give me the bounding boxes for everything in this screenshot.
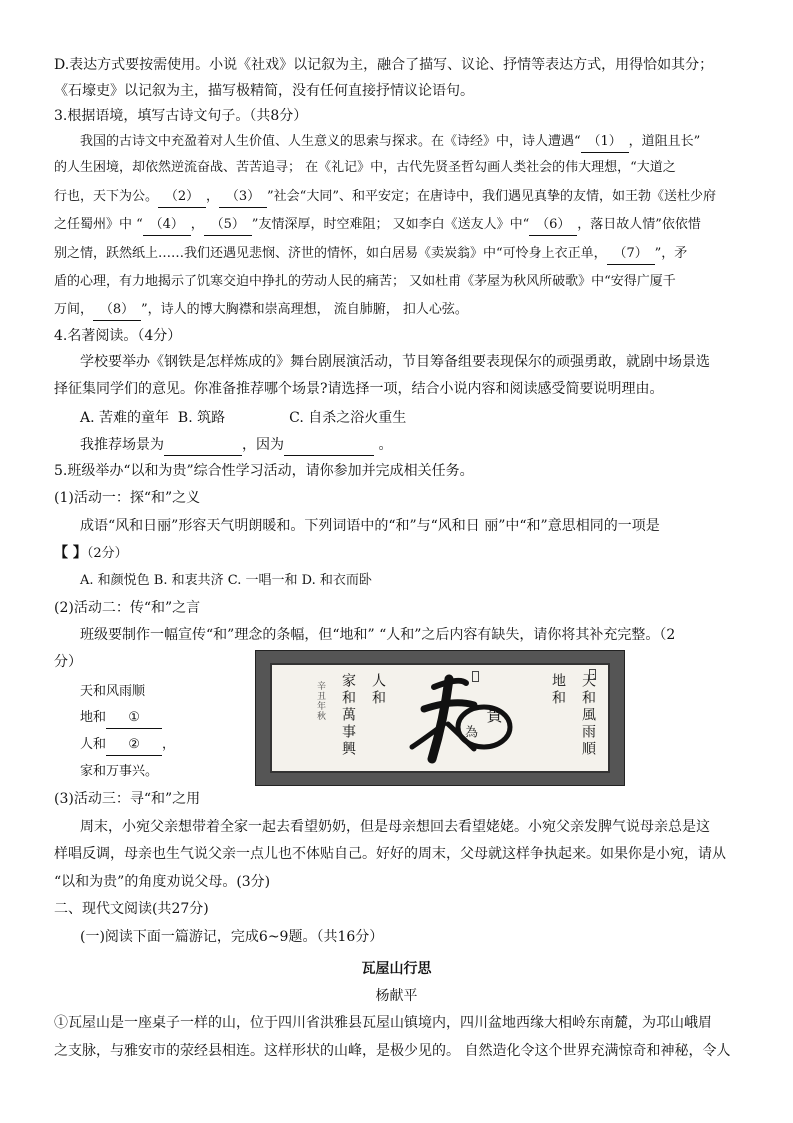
essay-paragraph-line: ①瓦屋山是一座桌子一样的山，位于四川省洪雅县瓦屋山镇境内，四川盆地西缘大相岭东南麓，为邛山峨眉: [54, 1015, 712, 1031]
text-line: 分）: [54, 654, 82, 670]
text-line: 成语“风和日丽”形容天气明朗暖和。下列词语中的“和”与“风和日 丽”中“和”意思相同的一项是: [80, 518, 660, 534]
essay-author: 杨献平: [375, 988, 418, 1004]
activity-1-title: (1)活动一：探“和”之义: [54, 490, 201, 506]
q4-options: A. 苦难的童年 B. 筑路 C. 自杀之浴火重生: [80, 410, 407, 426]
poem-blank-2[interactable]: ②: [106, 735, 162, 756]
essay-paragraph-line: 之支脉，与雅安市的荥经县相连。这样形状的山峰，是极少见的。 自然造化令这个世界充满惊奇和神秘，令人: [54, 1043, 731, 1059]
blank-6[interactable]: （6）: [529, 215, 577, 236]
blank-8[interactable]: （8）: [93, 300, 141, 321]
section-2-title: 二、现代文阅读(共27分): [54, 901, 209, 917]
text-line: 《石壕吏》以记叙为主，描写极精简，没有任何直接抒情议论语句。: [54, 83, 474, 99]
q3-paragraph-line: 别之情，跃然纸上……我们还遇见悲悯、济世的情怀，如白居易《卖炭翁》中“可怜身上衣正单， （7） ”，矛: [54, 244, 744, 265]
banner-center-char: 貴: [484, 707, 503, 726]
poem-blank-1[interactable]: ①: [106, 708, 162, 729]
text-line: 样唱反调，母亲也生气说父亲一点儿也不体贴自己。好好的周末，父母就这样争执起来。如果你是小宛，请从: [54, 846, 726, 862]
banner-paper: [270, 663, 610, 773]
question-4-title: 4.名著阅读。（4分）: [54, 328, 182, 344]
banner-center-char: 為: [462, 725, 477, 741]
banner-column-1: 天和風雨順: [580, 673, 596, 758]
activity-3-title: (3)活动三：寻“和”之用: [54, 791, 201, 807]
q3-paragraph-line: 之任蜀州》中 “ （4） ， （5） ”友情深厚，时空难阻； 又如李白《送友人》中“ （6） ，落日故人情”依依惜: [54, 215, 744, 236]
answer-blank[interactable]: [164, 435, 242, 456]
blank-7[interactable]: （7）: [607, 244, 655, 265]
banner-column-3: 人和: [370, 673, 386, 707]
he-brush-character-icon: [404, 669, 524, 769]
blank-4[interactable]: （4）: [143, 215, 191, 236]
blank-5[interactable]: （5）: [204, 215, 252, 236]
q3-paragraph-line: 的人生困境，却依然逆流奋战、苦苦追寻； 在《礼记》中，古代先贤圣哲勾画人类社会的伟大理想，“大道之: [54, 160, 676, 175]
poem-line: 天和风雨顺: [80, 684, 146, 699]
blank-1[interactable]: （1）: [581, 132, 629, 153]
answer-blank[interactable]: [284, 435, 374, 456]
question-3-title: 3.根据语境，填写古诗文句子。（共8分）: [54, 108, 308, 124]
text-line: “以和为贵”的角度劝说父母。(3分): [54, 874, 271, 890]
banner-column-2: 地和: [550, 673, 566, 707]
banner-inscription: 辛丑年秋: [315, 681, 325, 721]
text-line: D.表达方式要按需使用。小说《社戏》以记叙为主，融合了描写、议论、抒情等表达方式，用得恰如其分；: [54, 57, 714, 73]
text-line: 择征集同学们的意见。你准备推荐哪个场景?请选择一项，结合小说内容和阅读感受简要说明理由。: [54, 381, 664, 397]
banner-column-4: 家和萬事興: [340, 673, 356, 758]
activity-2-title: (2)活动二：传“和”之言: [54, 600, 201, 616]
q3-paragraph-line: 盾的心理，有力地揭示了饥寒交迫中挣扎的劳动人民的痛苦； 又如杜甫《茅屋为秋风所破歌》中“安得广厦千: [54, 274, 676, 289]
blank-3[interactable]: （3）: [219, 187, 267, 208]
seal-mark: [589, 669, 596, 680]
text-line: 周末，小宛父亲想带着全家一起去看望奶奶，但是母亲想回去看望姥姥。小宛父亲发脾气说母亲总是这: [80, 819, 710, 835]
answer-bracket[interactable]: 【 】: [54, 545, 87, 561]
q3-paragraph-line: 万间， （8） ”，诗人的博大胸襟和崇高理想， 流自肺腑， 扣人心弦。: [54, 300, 744, 321]
poem-line: 家和万事兴。: [80, 764, 159, 779]
essay-title: 瓦屋山行思: [361, 961, 432, 977]
text-line: 学校要举办《钢铁是怎样炼成的》舞台剧展演活动，节目筹备组要表现保尔的顽强勇敢，就剧中场景选: [80, 354, 710, 370]
text-line: 【 】（2分）: [54, 545, 128, 561]
q3-paragraph-line: 我国的古诗文中充盈着对人生价值、人生意义的思索与探求。在《诗经》中，诗人遭遇“ （1） ，道阻且长”: [80, 132, 770, 153]
question-5-title: 5.班级举办“以和为贵”综合性学习活动，请你参加并完成相关任务。: [54, 463, 474, 479]
q3-paragraph-line: 行也，天下为公。 （2） ， （3） ”社会“大同”、和平安定；在唐诗中，我们遇见真挚的友情，如王勃《送杜少府: [54, 187, 744, 208]
poem-line: 人和 ② ，: [80, 735, 770, 756]
q4-recommend-line: 我推荐场景为 ，因为 。: [80, 435, 770, 456]
blank-2[interactable]: （2）: [158, 187, 206, 208]
act1-options: A. 和颜悦色 B. 和衷共济 C. 一唱一和 D. 和衣而卧: [80, 573, 372, 588]
text-line: 班级要制作一幅宣传“和”理念的条幅，但“地和” “人和”之后内容有缺失，请你将其补充完整。（2: [80, 627, 676, 643]
section-2-subtitle: (一)阅读下面一篇游记，完成6~9题。（共16分）: [80, 929, 384, 945]
poem-line: 地和 ①: [80, 708, 770, 729]
calligraphy-banner-image: [255, 650, 625, 786]
